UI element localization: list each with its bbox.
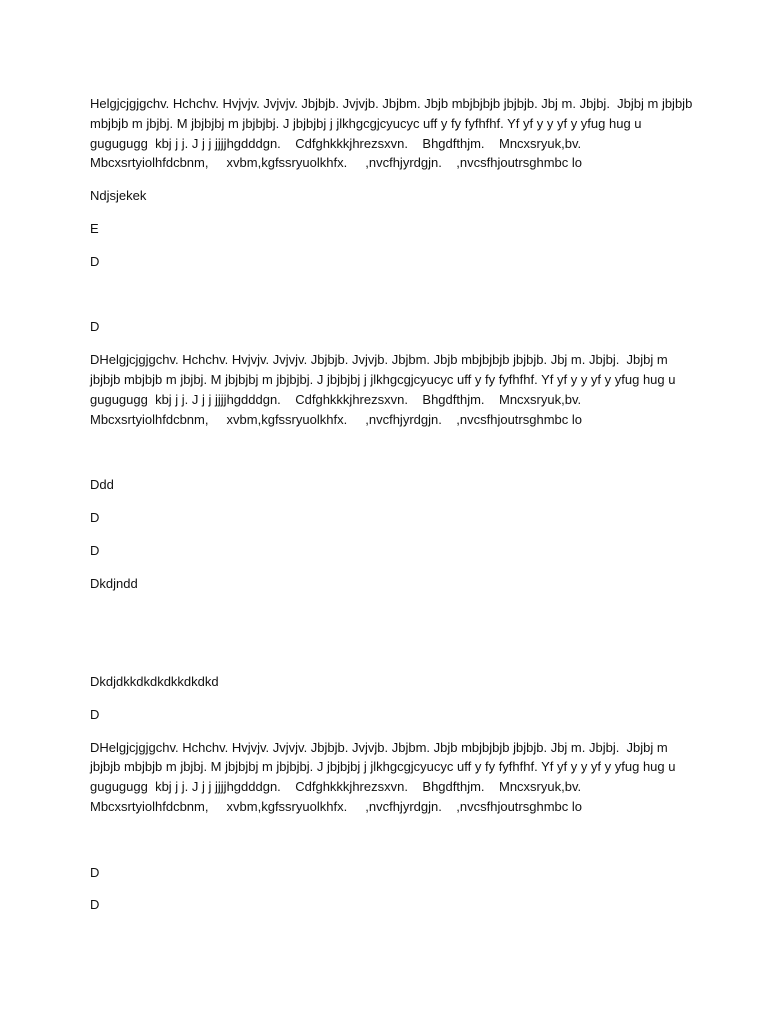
text-line: jbjbjb mbjbjb m jbjbj. M jbjbjbj m jbjbjbj. J jbjbjbj j jlkhgcgjcyucyc uff y fy fyfhfhf. Yf yf y y yf y yfug hug u (90, 371, 676, 387)
short-paragraph (90, 317, 680, 337)
text-line: D (90, 897, 100, 913)
text-line: Ddd (90, 477, 114, 493)
text-line: Ndjsjekek (90, 188, 147, 204)
short-paragraph (90, 705, 680, 725)
text-line: Mbcxsrtyiolhfdcbnm, xvbm,kgfssryuolkhfx. ,nvcfhjyrdgjn. ,nvcsfhjoutrsghmbc lo (90, 411, 583, 427)
empty-paragraph (90, 285, 680, 305)
text-line: DHelgjcjgjgchv. Hchchv. Hvjvjv. Jvjvjv. Jbjbjb. Jvjvjb. Jbjbm. Jbjb mbjbjbjb jbjbjb. Jbj m. Jbjbj. Jbjbj m (90, 352, 668, 368)
short-paragraph (90, 672, 680, 692)
document-body (90, 94, 693, 928)
text-line: D (90, 542, 100, 558)
text-line: D (90, 319, 100, 335)
text-line: Dkdjdkkdkdkdkkdkdkd (90, 673, 219, 689)
text-line: Helgjcjgjgchv. Hchchv. Hvjvjv. Jvjvjv. Jbjbjb. Jvjvjb. Jbjbm. Jbjb mbjbjbjb jbjbjb. Jbj m. Jbjbj. Jbjbj m jbjbjb (90, 96, 693, 111)
text-line: D (90, 253, 100, 269)
text-line: E (90, 220, 99, 236)
short-paragraph (90, 186, 680, 206)
empty-paragraph (90, 442, 680, 462)
text-line: gugugugg kbj j j. J j j jjjjhgdddgn. Cdfghkkkjhrezsxvn. Bhgdfthjm. Mncxsryuk,bv. (90, 779, 582, 795)
text-line: Dkdjndd (90, 575, 138, 591)
short-paragraph (90, 475, 680, 495)
text-line: D (90, 864, 100, 880)
body-paragraph (90, 738, 680, 817)
empty-paragraph (90, 830, 680, 850)
text-line: gugugugg kbj j j. J j j jjjjhgdddgn. Cdfghkkkjhrezsxvn. Bhgdfthjm. Mncxsryuk,bv. (90, 135, 582, 151)
short-paragraph (90, 219, 680, 239)
short-paragraph (90, 863, 680, 883)
short-paragraph (90, 574, 680, 594)
text-line: D (90, 706, 100, 722)
short-paragraph (90, 895, 680, 915)
empty-paragraph (90, 606, 680, 626)
text-line: D (90, 509, 100, 525)
text-line: Mbcxsrtyiolhfdcbnm, xvbm,kgfssryuolkhfx. ,nvcfhjyrdgjn. ,nvcsfhjoutrsghmbc lo (90, 798, 583, 814)
text-line: mbjbjb m jbjbj. M jbjbjbj m jbjbjbj. J jbjbjbj j jlkhgcgjcyucyc uff y fy fyfhfhf. Yf yf y y yf y yfug hug u (90, 115, 642, 131)
short-paragraph (90, 508, 680, 528)
body-paragraph (90, 94, 693, 173)
text-line: Mbcxsrtyiolhfdcbnm, xvbm,kgfssryuolkhfx. ,nvcfhjyrdgjn. ,nvcsfhjoutrsghmbc lo (90, 155, 583, 171)
text-line: gugugugg kbj j j. J j j jjjjhgdddgn. Cdfghkkkjhrezsxvn. Bhgdfthjm. Mncxsryuk,bv. (90, 391, 582, 407)
text-line: DHelgjcjgjgchv. Hchchv. Hvjvjv. Jvjvjv. Jbjbjb. Jvjvjb. Jbjbm. Jbjb mbjbjbjb jbjbjb. Jbj m. Jbjbj. Jbjbj m (90, 739, 668, 755)
empty-paragraph (90, 639, 680, 659)
body-paragraph (90, 350, 680, 429)
short-paragraph (90, 541, 680, 561)
short-paragraph (90, 252, 680, 272)
text-line: jbjbjb mbjbjb m jbjbj. M jbjbjbj m jbjbjbj. J jbjbjbj j jlkhgcgjcyucyc uff y fy fyfhfhf. Yf yf y y yf y yfug hug u (90, 759, 676, 775)
